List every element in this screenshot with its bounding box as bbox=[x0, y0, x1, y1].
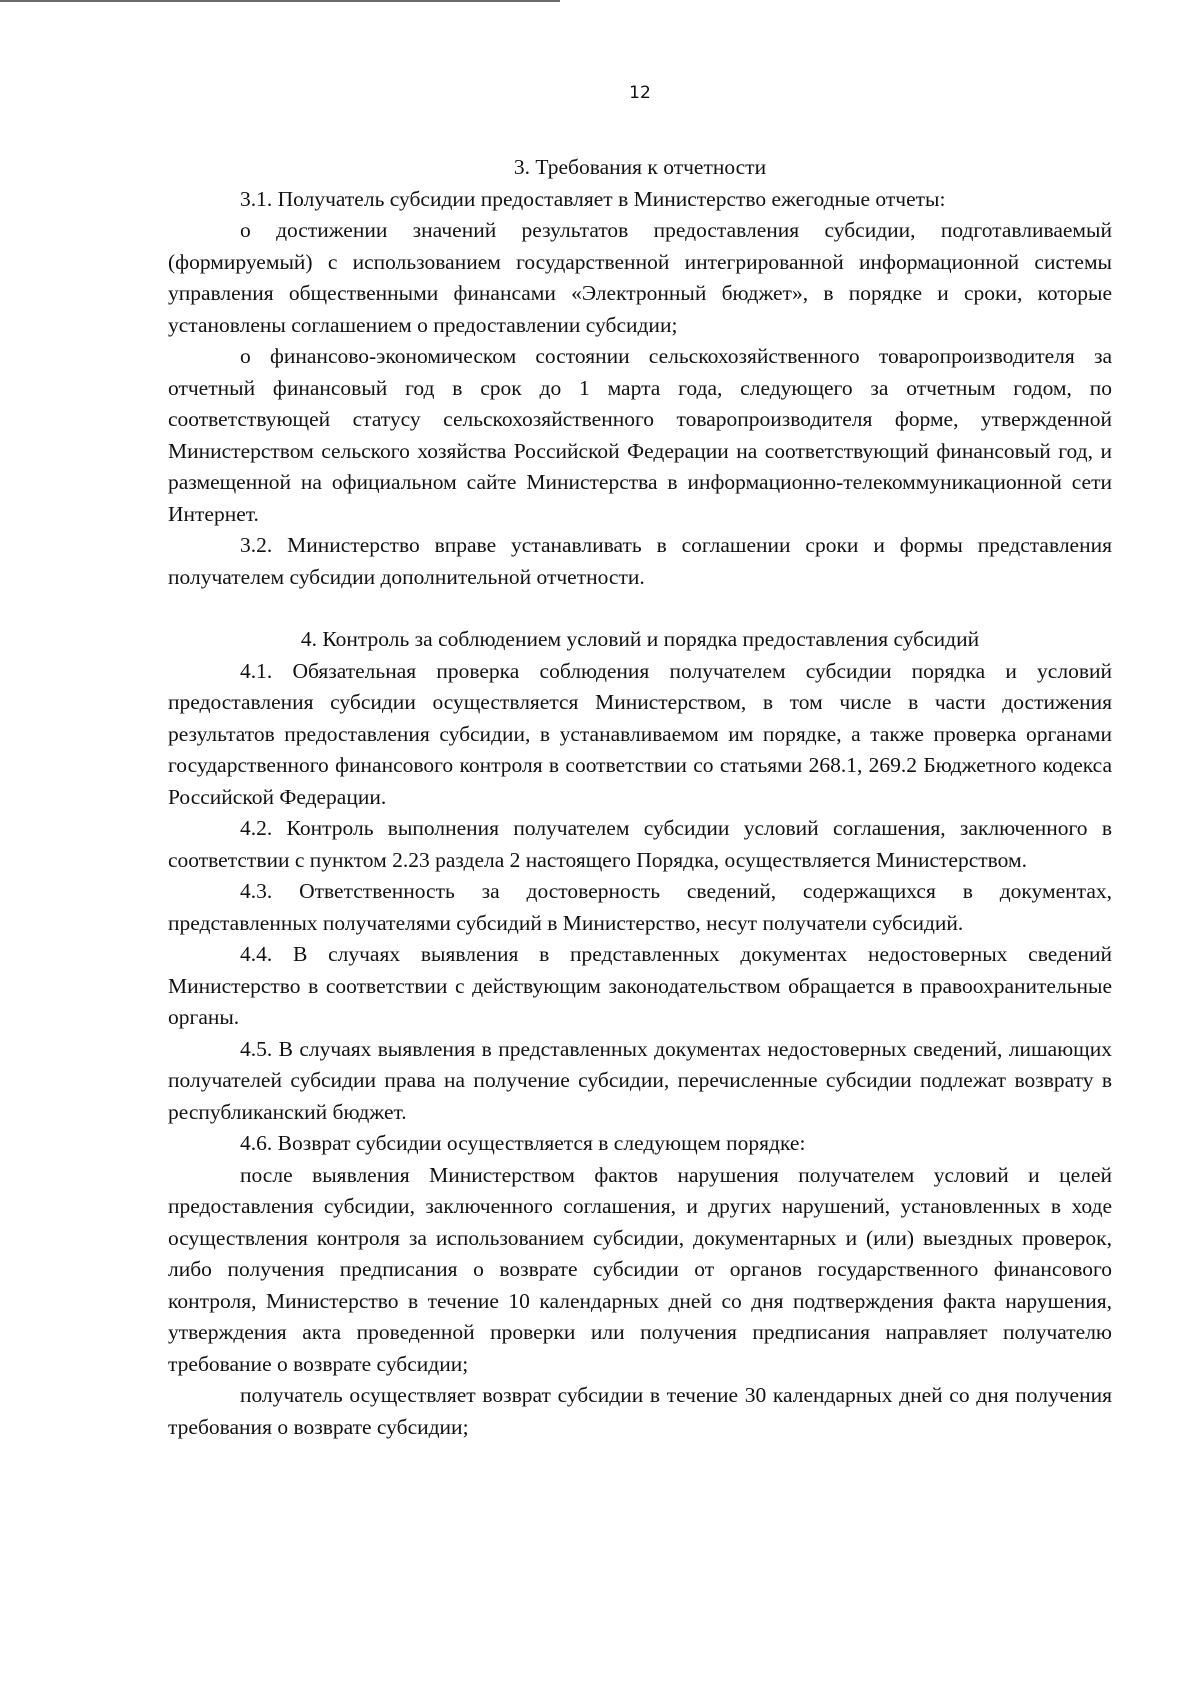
paragraph-4-6: 4.6. Возврат субсидии осуществляется в следующем порядке: bbox=[240, 1131, 806, 1155]
paragraph-4-3: 4.3. Ответственность за достоверность сведений, содержащихся в документах, представленных получателями субсидий в Министерство, несут получатели субсидий. bbox=[168, 879, 1112, 935]
section-spacer bbox=[168, 593, 1112, 624]
page-number: 12 bbox=[629, 83, 651, 103]
paragraph-4-5: 4.5. В случаях выявления в представленных документах недостоверных сведений, лишающих получателей субсидии права на получение субсидии, перечисленные субсидии подлежат возврату в республиканский бюджет. bbox=[168, 1036, 1112, 1124]
paragraph-4-6-a: после выявления Министерством фактов нарушения получателем условий и целей предоставления субсидии, заключенного соглашения, и других нарушений, установленных в ходе осуществления контроля за использованием субсидии, документарных и (или) выездных проверок, либо получения предписания о возврате субсидии от органов государственного финансового контроля, Министерство в течение 10 календарных дней со дня подтверждения факта нарушения, утверждения акта проведенной проверки или получения предписания направляет получателю требование о возврате субсидии; bbox=[168, 1162, 1112, 1376]
paragraph-4-1: 4.1. Обязательная проверка соблюдения получателем субсидии порядка и условий предоставления субсидии осуществляется Министерством, в том числе в части достижения результатов предоставления субсидии, в устанавливаемом им порядке, а также проверка органами государственного финансового контроля в соответствии со статьями 268.1, 269.2 Бюджетного кодекса Российской Федерации. bbox=[168, 658, 1112, 809]
paragraph-4-4: 4.4. В случаях выявления в представленных документах недостоверных сведений Министерство в соответствии с действующим законодательством обращается в правоохранительные органы. bbox=[168, 942, 1112, 1029]
paragraph-3-1: 3.1. Получатель субсидии предоставляет в Министерство ежегодные отчеты: bbox=[240, 186, 946, 211]
paragraph-3-1-b: о финансово-экономическом состоянии сельскохозяйственного товаропроизводителя за отчетный финансовый год в срок до 1 марта года, следующего за отчетным годом, по соответствующей статусу сельскохозяйственного товаропроизводителя форме, утвержденной Министерством сельского хозяйства Российской Федерации на соответствующий финансовый год, и размещенной на официальном сайте Министерства в информационно-телекоммуникационной сети Интернет. bbox=[168, 344, 1112, 526]
section-3-heading: 3. Требования к отчетности bbox=[513, 155, 767, 179]
section-4-heading: 4. Контроль за соблюдением условий и порядка предоставления субсидий bbox=[300, 627, 980, 651]
document-page bbox=[168, 78, 1112, 1443]
paragraph-4-2: 4.2. Контроль выполнения получателем субсидии условий соглашения, заключенного в соответствии с пунктом 2.23 раздела 2 настоящего Порядка, осуществляется Министерством. bbox=[168, 816, 1112, 872]
paragraph-4-6-b: получатель осуществляет возврат субсидии в течение 30 календарных дней со дня получения требования о возврате субсидии; bbox=[168, 1383, 1112, 1439]
paragraph-3-2: 3.2. Министерство вправе устанавливать в соглашении сроки и формы представления получателем субсидии дополнительной отчетности. bbox=[168, 533, 1112, 589]
paragraph-3-1-a: о достижении значений результатов предоставления субсидии, подготавливаемый (формируемый) с использованием государственной интегрированной информационной системы управления общественными финансами «Электронный бюджет», в порядке и сроки, которые установлены соглашением о предоставлении субсидии; bbox=[168, 218, 1112, 337]
scan-edge-line bbox=[0, 0, 560, 2]
